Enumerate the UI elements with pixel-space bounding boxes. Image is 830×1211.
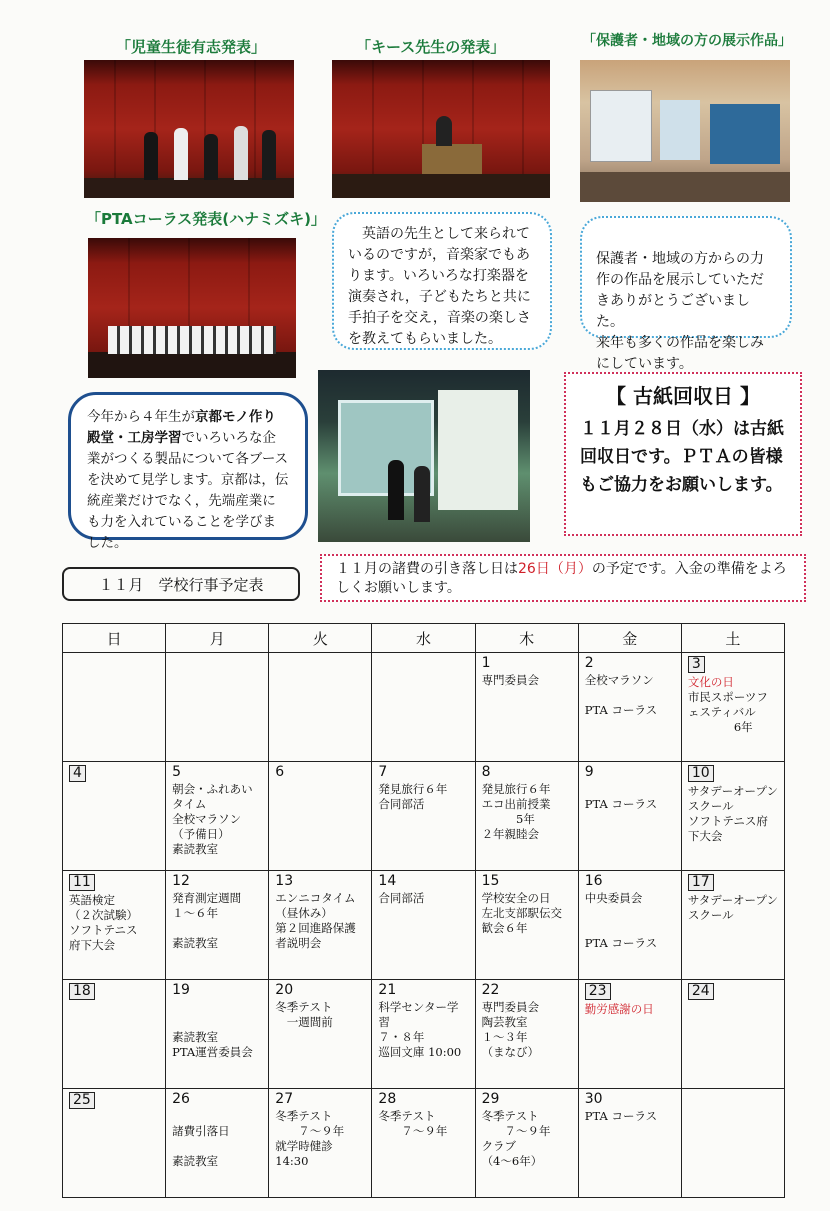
calendar-events: 専門委員会 陶芸教室 １～３年 （まなび）	[481, 1000, 540, 1059]
calendar-day-number: 3	[688, 656, 705, 673]
calendar-day-cell	[269, 762, 372, 871]
calendar-day-cell	[63, 653, 166, 762]
calendar-day-cell	[578, 1089, 681, 1198]
calendar-week-row	[63, 653, 785, 762]
calendar-day-number: 4	[69, 765, 86, 782]
weekday-header: 日	[63, 624, 166, 653]
calendar-holiday: 文化の日	[687, 675, 734, 689]
calendar-day-number: 7	[378, 764, 388, 780]
calendar-day-number: 11	[69, 874, 95, 891]
paper-recycle-notice	[564, 372, 802, 536]
calendar-day-cell	[578, 871, 681, 980]
exhibition-description-text: 保護者・地域の方からの力作の作品を展示していただきありがとうございました。 来年も多くの作品を楽しみにしています。	[596, 251, 764, 372]
calendar-day-number: 30	[584, 1091, 603, 1107]
calendar-events: サタデーオープンスクール ソフトテニス府下大会	[687, 784, 779, 843]
calendar-day-number: 18	[69, 983, 95, 1000]
calendar-week-row	[63, 1089, 785, 1198]
monozukuri-photo	[318, 370, 530, 542]
calendar-day-number: 21	[378, 982, 397, 998]
calendar-day-number: 1	[481, 655, 491, 671]
monozukuri-description-bubble	[68, 392, 308, 551]
calendar-day-number: 8	[481, 764, 491, 780]
calendar-day-cell	[681, 980, 784, 1089]
calendar-events: 学校安全の日 左北支部駅伝交歓会６年	[481, 891, 563, 935]
calendar-day-cell	[269, 1089, 372, 1198]
calendar-events: 素読教室 PTA運営委員会	[172, 1030, 253, 1059]
calendar-events: 冬季テスト ７～９年	[378, 1109, 448, 1138]
calendar-day-number: 5	[172, 764, 182, 780]
calendar-week-row	[63, 871, 785, 980]
calendar-weekday-row	[63, 624, 785, 653]
calendar-events: 全校マラソン PTA コーラス	[584, 673, 658, 717]
calendar-day-number: 22	[481, 982, 500, 998]
calendar-events: 冬季テスト ７～９年 就学時健診 14:30	[275, 1109, 345, 1168]
weekday-header: 水	[372, 624, 475, 653]
keith-description-bubble	[332, 212, 552, 350]
calendar-day-number: 12	[172, 873, 190, 889]
fee-notice-date: 26日（月）	[518, 561, 592, 577]
calendar-day-cell	[578, 980, 681, 1089]
calendar-events: 中央委員会 PTA コーラス	[584, 891, 658, 950]
caption-pta-chorus: 「PTAコーラス発表(ハナミズキ)」	[86, 210, 326, 228]
calendar-day-cell	[372, 871, 475, 980]
calendar-day-cell	[63, 1089, 166, 1198]
fee-notice-prefix: １１月の諸費の引き落し日は	[336, 561, 518, 577]
calendar-day-cell	[372, 1089, 475, 1198]
calendar-events: 発見旅行６年 合同部活	[378, 782, 448, 811]
paper-recycle-title: 【 古紙回収日 】	[606, 384, 760, 408]
calendar-day-number: 26	[172, 1091, 190, 1107]
calendar-events: 専門委員会	[481, 673, 540, 687]
weekday-header: 月	[166, 624, 269, 653]
calendar-day-cell	[166, 653, 269, 762]
calendar-events: 市民スポーツフェスティバル 6年	[687, 690, 768, 734]
calendar-day-number: 25	[69, 1092, 95, 1109]
calendar-day-cell	[166, 1089, 269, 1198]
calendar-events: PTA コーラス	[584, 797, 658, 811]
calendar-day-number: 17	[688, 874, 714, 891]
calendar-events: 諸費引落日 素読教室	[172, 1124, 230, 1168]
calendar-events: 科学センター学習 ７・８年 巡回文庫 10:00	[378, 1000, 462, 1059]
student-presentation-photo	[84, 60, 294, 198]
calendar-day-number: 20	[275, 982, 294, 998]
exhibition-photo	[580, 60, 790, 202]
keith-presentation-photo	[332, 60, 550, 198]
fee-notice-suffix: の予定です。入金の準備をよろしくお願いします。	[336, 561, 787, 596]
calendar-day-number: 6	[275, 764, 285, 780]
calendar-day-cell	[578, 762, 681, 871]
calendar-day-cell	[681, 871, 784, 980]
weekday-header: 木	[475, 624, 578, 653]
calendar-events: 発見旅行６年 エコ出前授業 5年 ２年親睦会	[481, 782, 551, 841]
keith-description-text: 英語の先生として来られているのですが，音楽家でもあります。いろいろな打楽器を演奏され，子どもたちと共に手拍子を交え，音楽の楽しさを教えてもらいました。	[348, 226, 531, 347]
calendar-day-cell	[681, 1089, 784, 1198]
calendar-day-number: 28	[378, 1091, 397, 1107]
calendar-day-cell	[372, 653, 475, 762]
calendar-day-cell	[269, 980, 372, 1089]
calendar-events: 英語検定 （２次試験） ソフトテニス 府下大会	[69, 893, 138, 952]
calendar-day-cell	[475, 871, 578, 980]
calendar-week-row	[63, 762, 785, 871]
calendar-day-number: 10	[688, 765, 714, 782]
calendar-day-number: 27	[275, 1091, 294, 1107]
calendar-day-cell	[269, 653, 372, 762]
calendar-day-cell	[681, 762, 784, 871]
caption-exhibition: 「保護者・地域の方の展示作品」	[582, 33, 792, 49]
calendar-events: サタデーオープンスクール	[687, 893, 779, 922]
calendar-day-number: 24	[688, 983, 714, 1000]
calendar-events: 冬季テスト 一週間前	[275, 1000, 333, 1029]
pta-chorus-photo	[88, 238, 296, 378]
monozukuri-text-a: 今年から４年生が	[87, 409, 195, 425]
exhibition-description-bubble	[580, 216, 792, 372]
calendar-day-cell	[475, 1089, 578, 1198]
calendar-day-number: 9	[584, 764, 594, 780]
calendar-day-cell	[166, 871, 269, 980]
calendar-day-number: 15	[481, 873, 500, 889]
calendar-holiday: 勤労感謝の日	[584, 1002, 654, 1016]
calendar-events: エンニコタイム （昼休み） 第２回進路保護者説明会	[275, 891, 356, 950]
calendar-events: 冬季テスト ７～９年 クラブ （4～6年）	[481, 1109, 551, 1168]
calendar-day-cell	[475, 980, 578, 1089]
calendar-day-cell	[681, 653, 784, 762]
calendar-events: 朝会・ふれあいタイム 全校マラソン （予備日） 素読教室	[172, 782, 253, 856]
calendar-day-cell	[63, 762, 166, 871]
calendar-day-cell	[475, 762, 578, 871]
calendar-day-number: 19	[172, 982, 190, 998]
calendar-day-cell	[578, 653, 681, 762]
calendar-day-number: 16	[584, 873, 603, 889]
calendar-events: 発育測定週間 １～６年 素読教室	[172, 891, 242, 950]
weekday-header: 土	[681, 624, 784, 653]
calendar-day-number: 14	[378, 873, 397, 889]
calendar-day-cell	[63, 871, 166, 980]
calendar-day-cell	[63, 980, 166, 1089]
calendar-day-cell	[166, 980, 269, 1089]
paper-recycle-body: １１月２８日（水）は古紙回収日です。ＰＴＡの皆様もご協力をお願いします。	[580, 419, 784, 495]
calendar-day-cell	[372, 762, 475, 871]
calendar-day-number: 2	[584, 655, 594, 671]
calendar-day-cell	[372, 980, 475, 1089]
calendar-day-cell	[269, 871, 372, 980]
calendar-day-cell	[166, 762, 269, 871]
schedule-title: １１月 学校行事予定表	[62, 567, 300, 601]
caption-keith-presentation: 「キース先生の発表」	[356, 38, 506, 56]
calendar-events: 合同部活	[378, 891, 425, 905]
monozukuri-text-bold: 京都モノ作り殿堂・工房学習	[87, 409, 276, 446]
caption-student-presentation: 「児童生徒有志発表」	[116, 38, 267, 56]
schedule-calendar	[62, 623, 785, 1198]
calendar-day-number: 13	[275, 873, 294, 889]
calendar-day-cell	[475, 653, 578, 762]
calendar-week-row	[63, 980, 785, 1089]
calendar-day-number: 23	[585, 983, 611, 1000]
calendar-day-number: 29	[481, 1091, 500, 1107]
weekday-header: 火	[269, 624, 372, 653]
calendar-events: PTA コーラス	[584, 1109, 658, 1123]
monozukuri-text-b: でいろいろな企業がつくる製品について各ブースを決めて見学します。京都は，伝統産業だけでなく，先端産業にも力を入れていることを学びました。	[87, 430, 289, 551]
fee-notice	[320, 554, 806, 602]
weekday-header: 金	[578, 624, 681, 653]
